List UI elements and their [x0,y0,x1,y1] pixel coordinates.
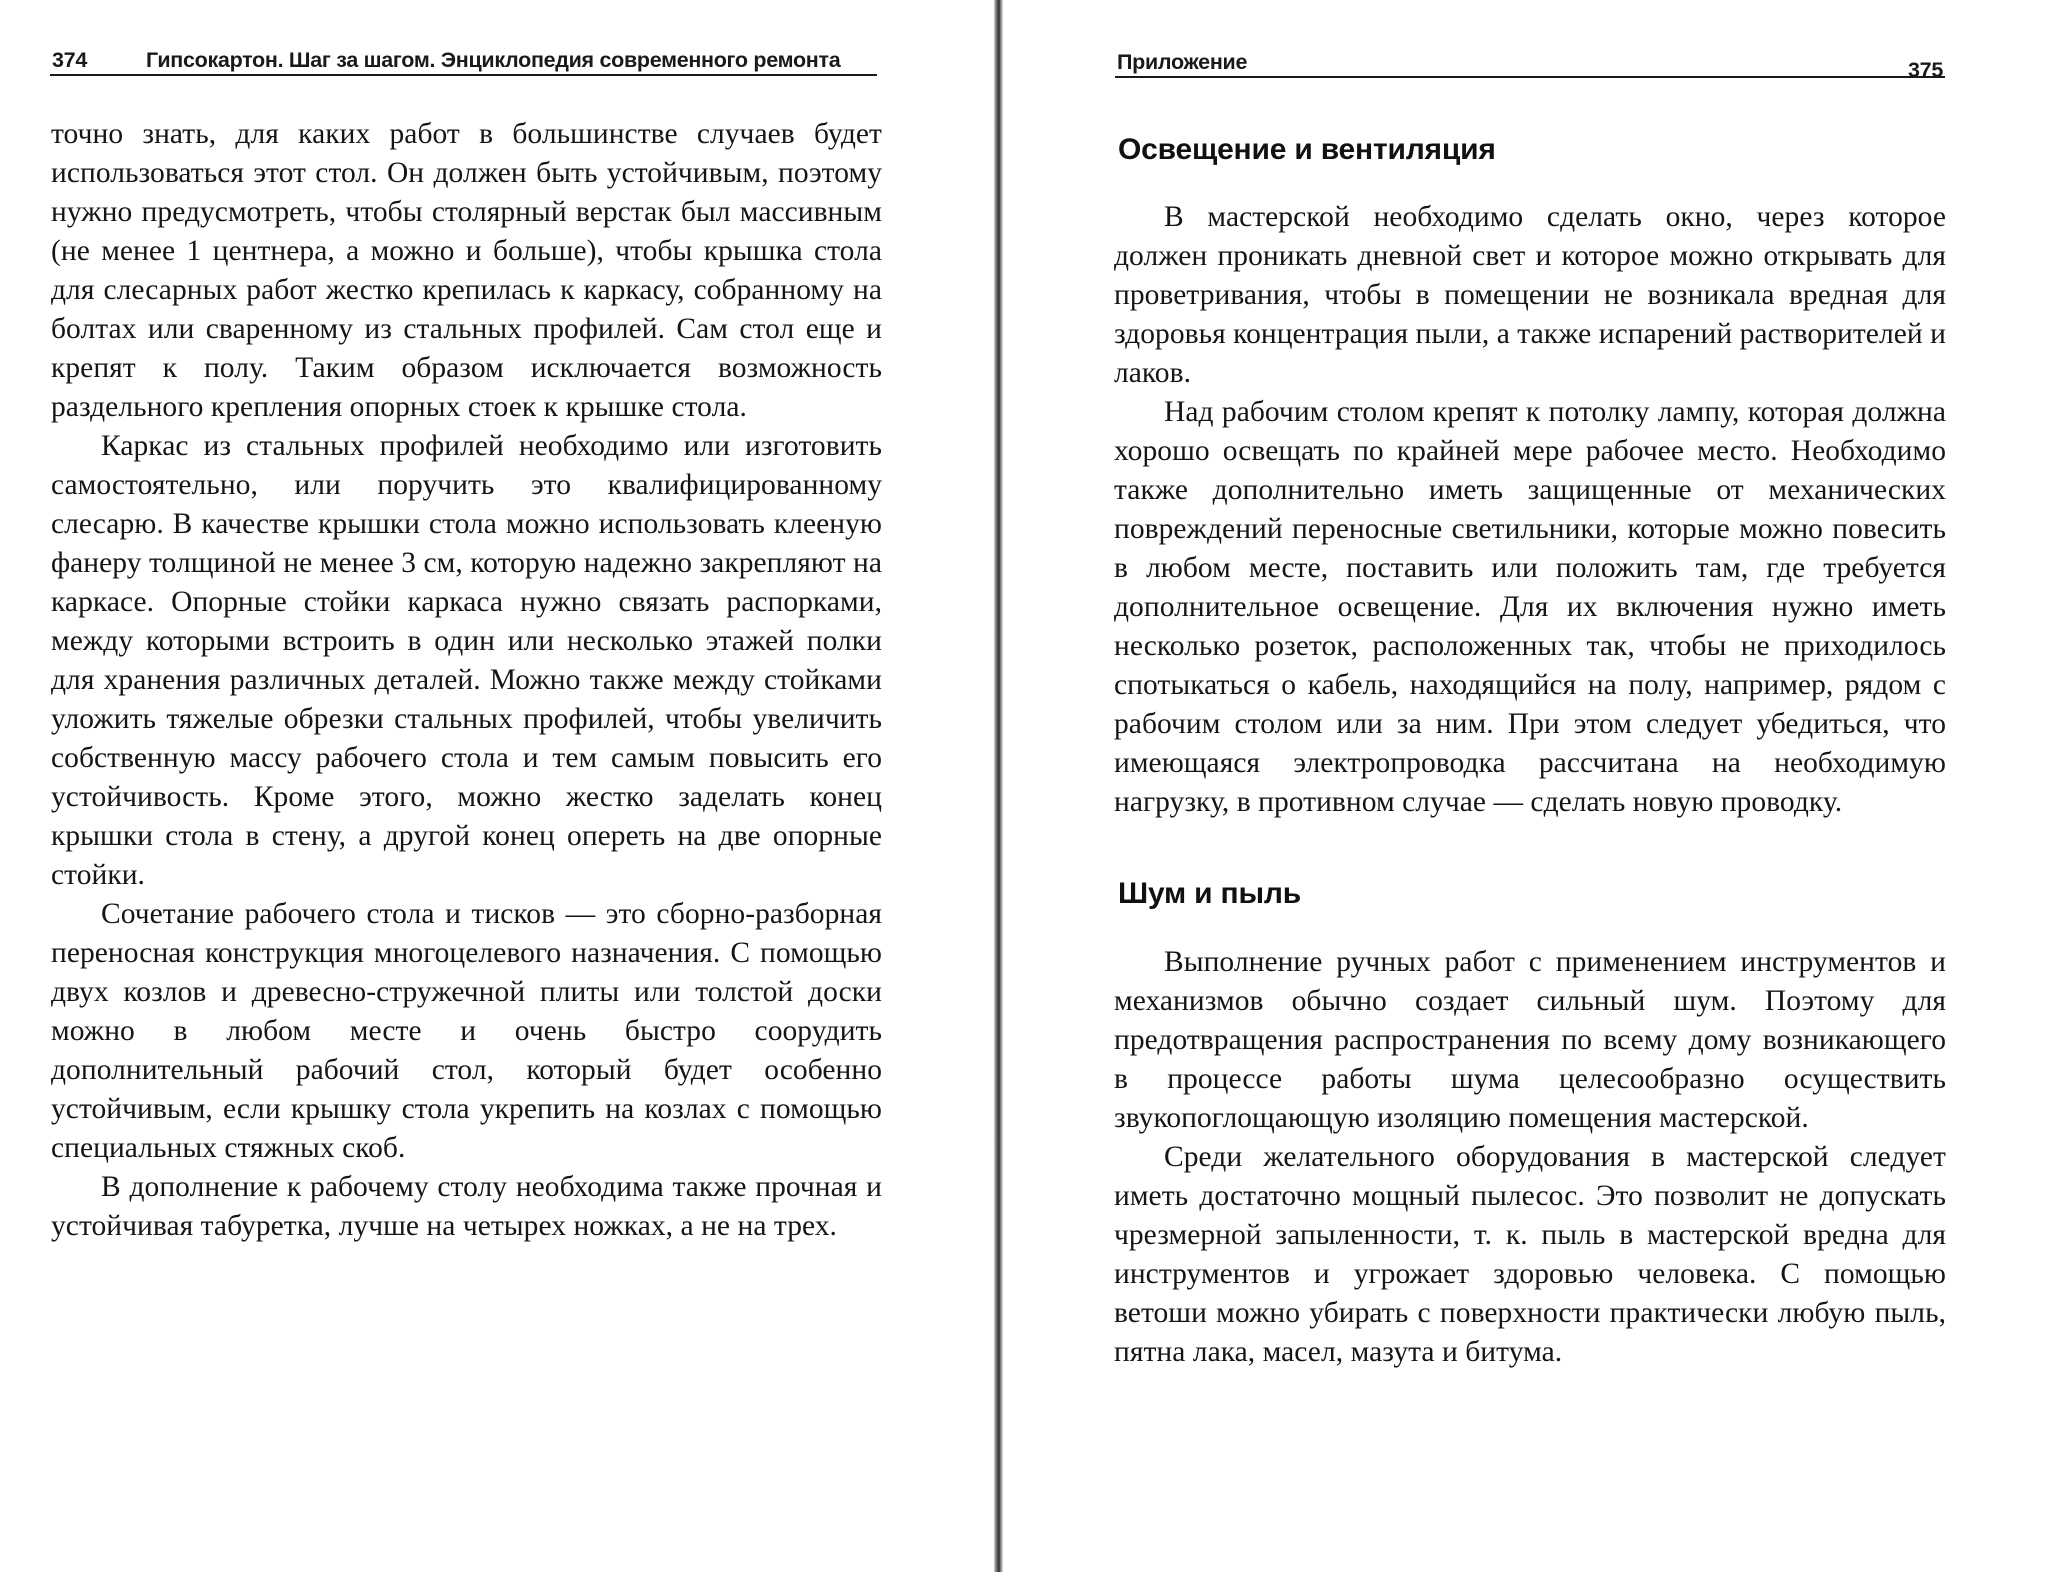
paragraph: Сочетание рабочего стола и тисков — это сборно-разборная переносная конструкция многоцелевого назначения. С помощью двух козлов и древесно-стружечной плиты или толстой доски можно в любом месте и очень быстро соорудить дополнительный рабочий стол, который будет особенно устойчивым, если крышку стола укрепить на козлах с помощью специальных стяжных скоб. [51,898,882,1164]
paragraph: Среди желательного оборудования в мастерской следует иметь достаточно мощный пылесос. Это позволит не допускать чрезмерной запыленности, т. к. пыль в мастерской вредна для инструментов и угрожает здоровью человека. С помощью ветоши можно убирать с поверхности практически любую пыль, пятна лака, масел, мазута и битума. [1114,1141,1946,1368]
right-page-body [1114,130,1946,1372]
paragraph: точно знать, для каких работ в большинстве случаев будет использоваться этот стол. Он должен быть устойчивым, поэтому нужно предусмотреть, чтобы столярный верстак был массивным (не менее 1 центнера, а можно и больше), чтобы крышка стола для слесарных работ жестко крепилась к каркасу, собранному на болтах или сваренному из стальных профилей. Сам стол еще и крепят к полу. Таким образом исключается возможность раздельного крепления опорных стоек к крышке стола. [51,118,882,423]
section-heading-lighting: Освещение и вентиляция [1118,133,1496,166]
section-heading-noise: Шум и пыль [1118,877,1301,910]
running-title-right: Приложение [1117,50,1248,74]
running-head-right [1115,50,1945,82]
paragraph: Каркас из стальных профилей необходимо или изготовить самостоятельно, или поручить это квалифицированному слесарю. В качестве крышки стола можно использовать клееную фанеру толщиной не менее 3 см, которую надежно закрепляют на каркасе. Опорные стойки каркаса нужно связать распорками, между которыми встроить в один или несколько этажей полки для хранения различных деталей. Можно также между стойками уложить тяжелые обрезки стальных профилей, чтобы увеличить собственную массу рабочего стола и тем самым повысить его устойчивость. Кроме этого, можно жестко заделать конец крышки стола в стену, а другой конец опереть на две опорные стойки. [51,430,882,891]
paragraph: В дополнение к рабочему столу необходима также прочная и устойчивая табуретка, лучше на четырех ножках, а не на трех. [51,1171,882,1242]
right-page [1003,0,2048,1572]
paragraph: Выполнение ручных работ с применением инструментов и механизмов обычно создает сильный шум. Поэтому для предотвращения распространения по всему дому возникающего в процессе работы шума целесообразно осуществить звукопоглощающую изоляцию помещения мастерской. [1114,946,1946,1134]
running-head-left [50,48,877,76]
left-page [0,0,995,1572]
running-title-left: Гипсокартон. Шаг за шагом. Энциклопедия современного ремонта [146,48,841,72]
page-number-right: 375 [1908,58,1943,82]
page-number-left: 374 [52,48,87,72]
paragraph: В мастерской необходимо сделать окно, через которое должен проникать дневной свет и которое можно открывать для проветривания, чтобы в помещении не возникала вредная для здоровья концентрация пыли, а также испарений растворителей и лаков. [1114,201,1946,389]
paragraph: Над рабочим столом крепят к потолку лампу, которая должна хорошо освещать по крайней мере рабочее место. Необходимо также дополнительно иметь защищенные от механических повреждений переносные светильники, которые можно повесить в любом месте, поставить или положить там, где требуется дополнительное освещение. Для их включения нужно иметь несколько розеток, расположенных так, чтобы не приходилось спотыкаться о кабель, находящийся на полу, например, рядом с рабочим столом или за ним. При этом следует убедиться, что имеющаяся электропроводка рассчитана на необходимую нагрузку, в противном случае — сделать новую проводку. [1114,396,1946,818]
left-page-body [51,115,882,1246]
book-spine [994,0,1003,1572]
